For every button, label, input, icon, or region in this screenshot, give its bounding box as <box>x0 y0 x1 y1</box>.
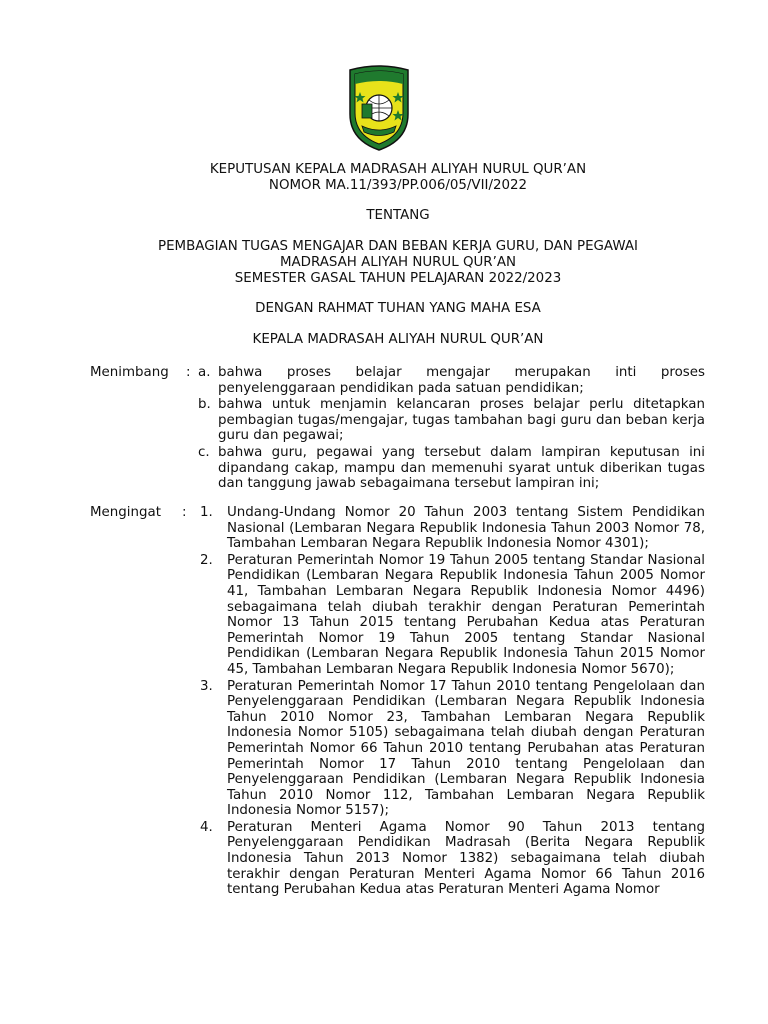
rahmat-line: DENGAN RAHMAT TUHAN YANG MAHA ESA <box>255 301 541 316</box>
title-line-2: NOMOR MA.11/393/PP.006/05/VII/2022 <box>268 178 528 193</box>
decree-subject <box>0 239 768 287</box>
mengingat-item: 4. Peraturan Menteri Agama Nomor 90 Tahun 2013 tentang Penyelenggaraan Pendidikan Madrasah (Berita Negara Republik Indonesia Tahun 2013 Nomor 1382) sebagaimana telah diubah terakhir dengan Peraturan Menteri Agama Nomor 66 Tahun 2016 tentang Perubahan Kedua atas Peraturan Menteri Agama Nomor <box>200 819 705 898</box>
menimbang-colon: : <box>186 365 191 380</box>
menimbang-label: Menimbang <box>90 365 169 380</box>
mengingat-label: Mengingat <box>90 505 161 520</box>
subject-line-2: MADRASAH ALIYAH NURUL QUR’AN <box>279 255 517 270</box>
mengingat-colon: : <box>182 505 187 520</box>
menimbang-item: a. bahwa proses belajar mengajar merupakan inti proses penyelenggaraan pendidikan pada satuan pendidikan; <box>198 365 705 396</box>
mengingat-item: 2. Peraturan Pemerintah Nomor 19 Tahun 2005 tentang Standar Nasional Pendidikan (Lembaran Negara Republik Indonesia Tahun 2005 Nomor 41, Tambahan Lembaran Negara Republik Indonesia Nomor 4496) sebagaimana telah diubah terakhir dengan Peraturan Pemerintah Nomor 13 Tahun 2015 tentang Perubahan Kedua atas Peraturan Pemerintah Nomor 19 Tahun 2005 tentang Standar Nasional Pendidikan (Lembaran Negara Republik Indonesia Tahun 2015 Nomor 45, Tambahan Lembaran Negara Republik Indonesia Nomor 5670); <box>200 552 705 677</box>
kepala-line: KEPALA MADRASAH ALIYAH NURUL QUR’AN <box>252 332 544 347</box>
menimbang-section <box>90 365 705 493</box>
emblem-logo-icon <box>346 64 412 152</box>
menimbang-item: c. bahwa guru, pegawai yang tersebut dalam lampiran keputusan ini dipandang cakap, mampu dan memenuhi syarat untuk diberikan tugas dan tanggung jawab sebagaimana tersebut lampiran ini; <box>198 444 705 492</box>
subject-line-1: PEMBAGIAN TUGAS MENGAJAR DAN BEBAN KERJA GURU, DAN PEGAWAI <box>158 239 638 254</box>
menimbang-item: b. bahwa untuk menjamin kelancaran proses belajar perlu ditetapkan pembagian tugas/mengajar, tugas tambahan bagi guru dan beban kerja guru dan pegawai; <box>198 397 705 444</box>
decree-title <box>0 162 768 194</box>
mengingat-item: 1. Undang-Undang Nomor 20 Tahun 2003 tentang Sistem Pendidikan Nasional (Lembaran Negara Republik Indonesia Tahun 2003 Nomor 78, Tambahan Lembaran Negara Republik Indonesia Nomor 4301); <box>200 505 705 552</box>
tentang-heading: TENTANG <box>366 208 430 223</box>
subject-line-3: SEMESTER GASAL TAHUN PELAJARAN 2022/2023 <box>234 271 562 286</box>
mengingat-item: 3. Peraturan Pemerintah Nomor 17 Tahun 2010 tentang Pengelolaan dan Penyelenggaraan Pendidikan (Lembaran Negara Republik Indonesia Tahun 2010 Nomor 23, Tambahan Lembaran Negara Republik Indonesia Nomor 5105) sebagaimana telah diubah dengan Peraturan Pemerintah Nomor 66 Tahun 2010 tentang Perubahan atas Peraturan Pemerintah Nomor 17 Tahun 2010 tentang Pengelolaan dan Penyelenggaraan Pendidikan (Lembaran Negara Republik Indonesia Tahun 2010 Nomor 112, Tambahan Lembaran Negara Republik Indonesia Nomor 5157); <box>200 678 705 819</box>
title-line-1: KEPUTUSAN KEPALA MADRASAH ALIYAH NURUL QUR’AN <box>209 162 587 177</box>
mengingat-section <box>90 505 705 899</box>
